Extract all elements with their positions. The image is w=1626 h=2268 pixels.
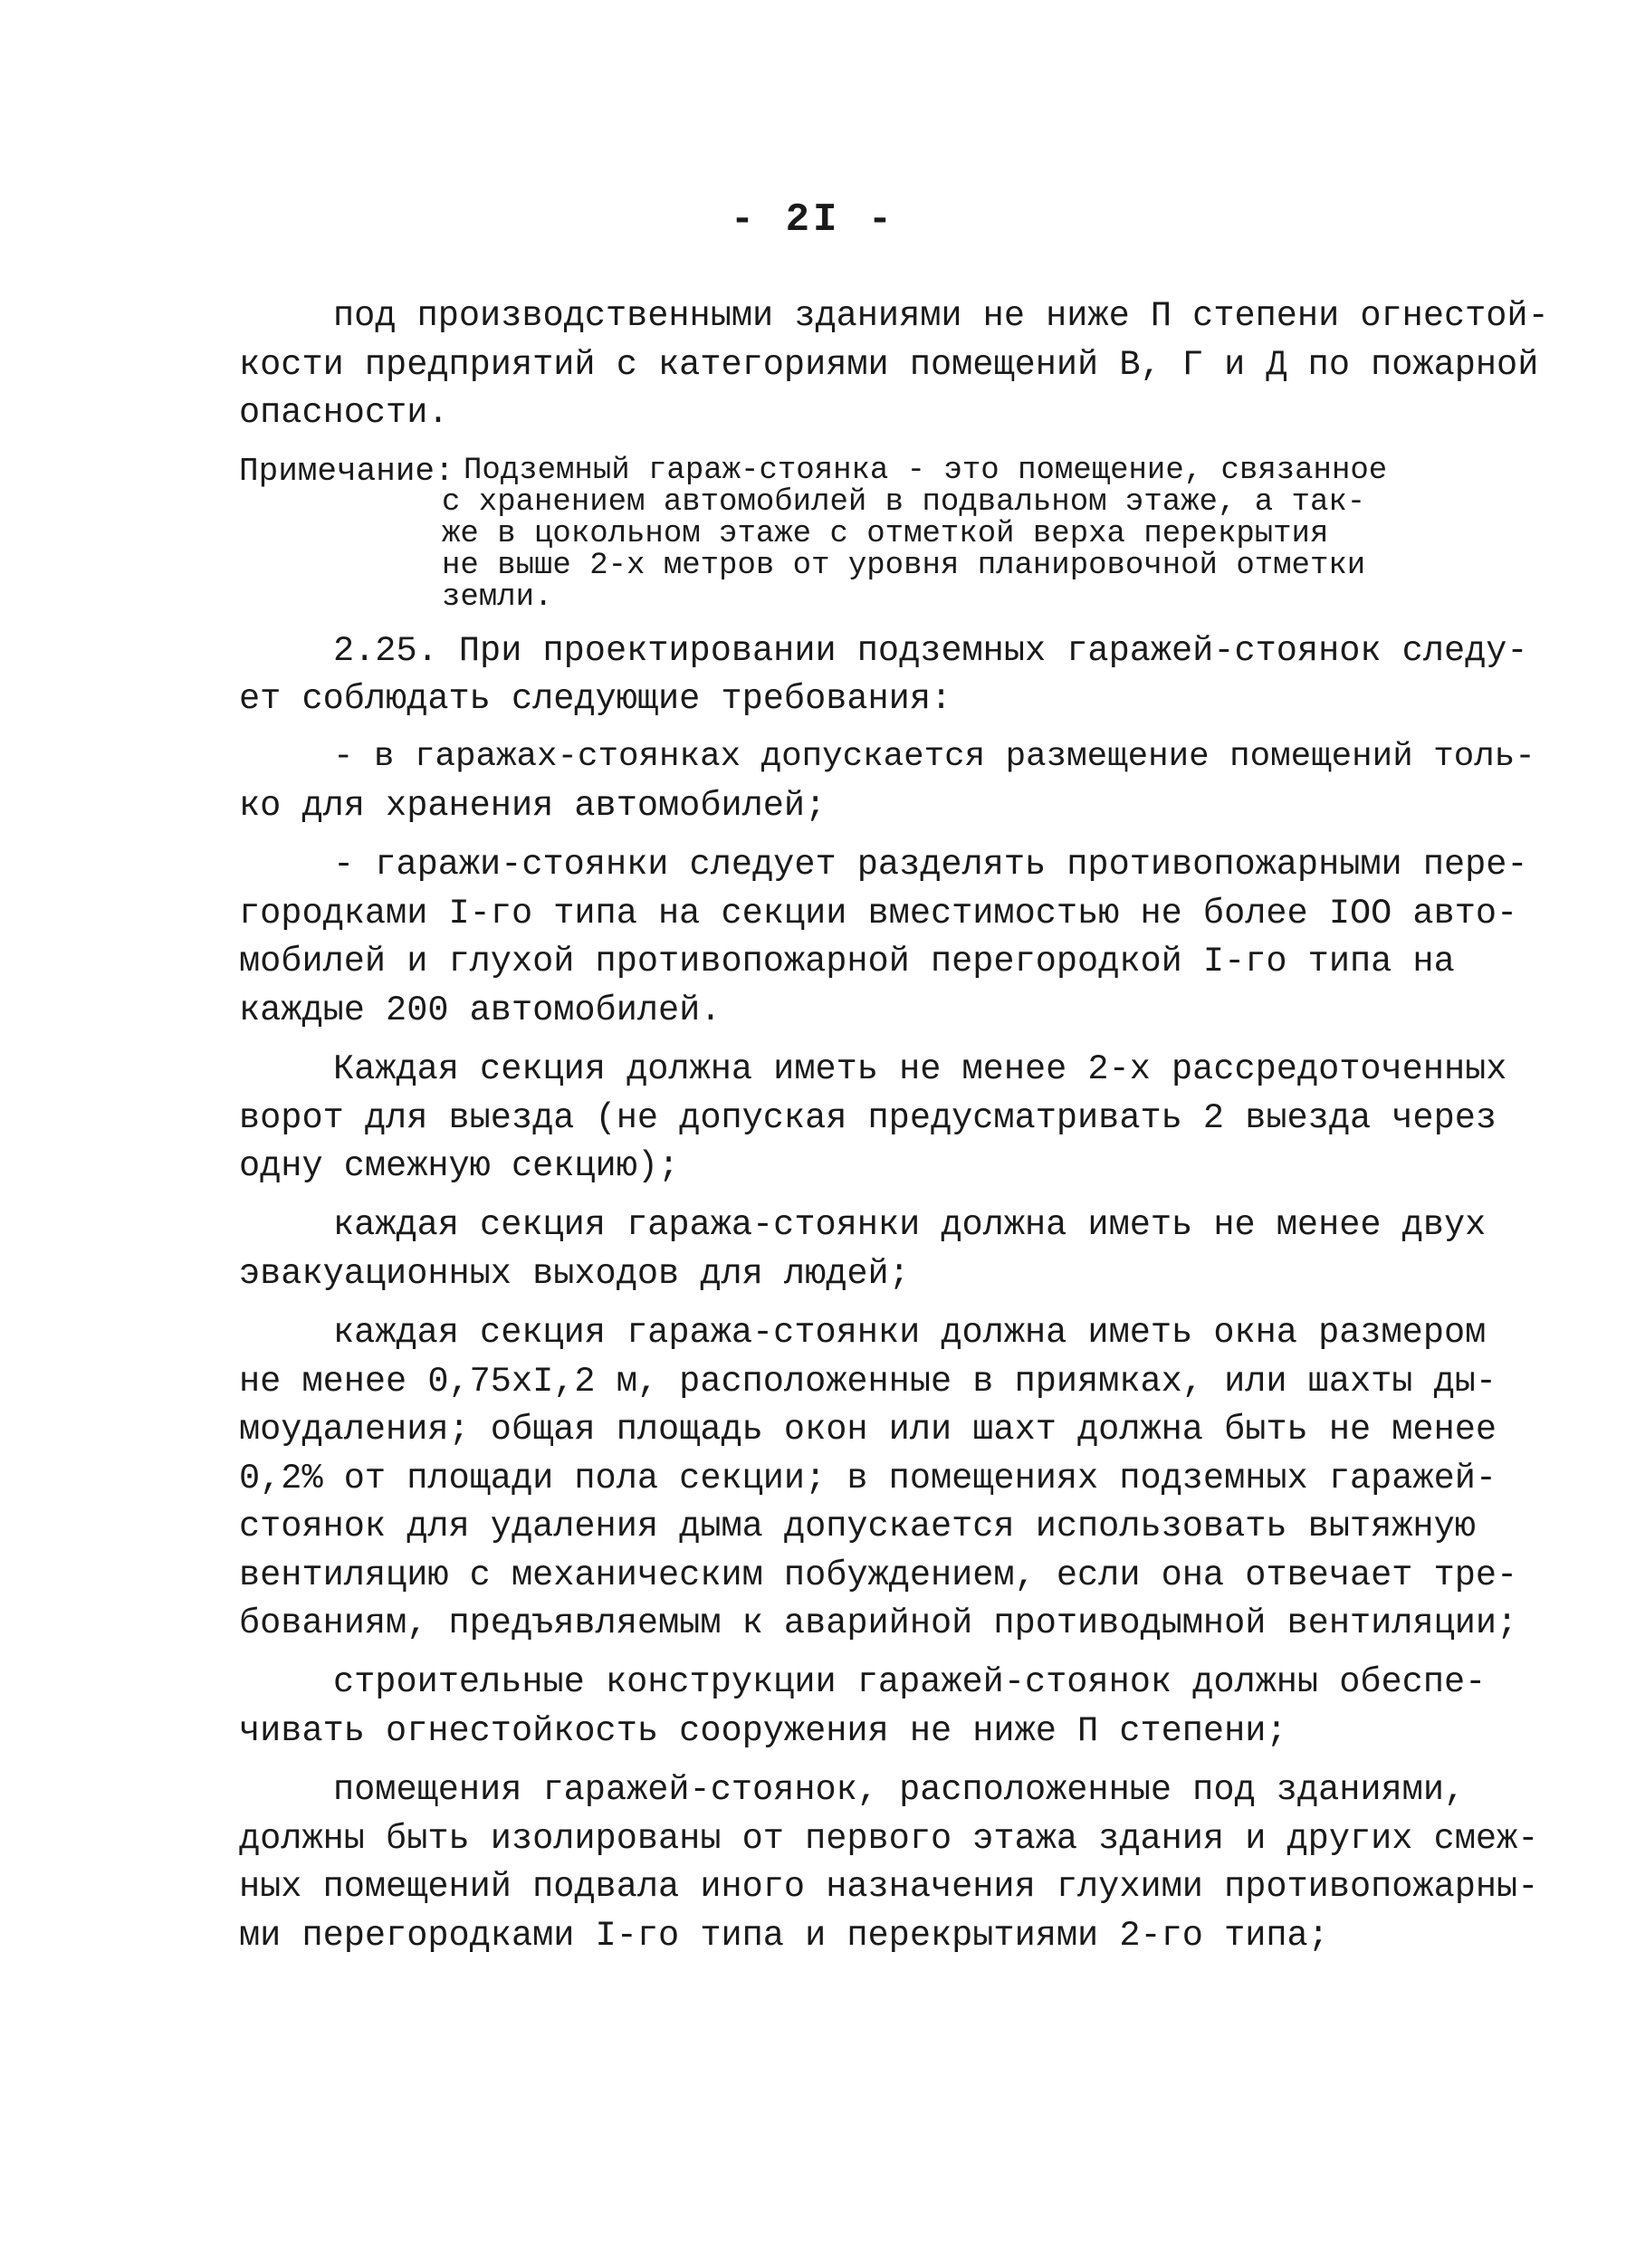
note-line: с хранением автомобилей в подвальном этаже, а так- (442, 485, 1366, 520)
text-line: не менее 0,75xI,2 м, расположенные в приямках, или шахты ды- (239, 1362, 1497, 1402)
text-line: 0,2% от площади пола секции; в помещениях подземных гаражей- (239, 1459, 1497, 1498)
note-line: земли. (442, 580, 553, 615)
text-line: Каждая секция должна иметь не менее 2-х рассредоточенных (333, 1049, 1507, 1089)
text-line: одну смежную секцию); (239, 1146, 680, 1186)
text-line: строительные конструкции гаражей-стоянок должны обеспе- (333, 1662, 1487, 1702)
text-line: чивать огнестойкость сооружения не ниже П степени; (239, 1711, 1287, 1751)
text-line: бованиям, предъявляемым к аварийной противодымной вентиляции; (239, 1603, 1518, 1643)
text-line: кости предприятий с категориями помещений В, Г и Д по пожарной (239, 345, 1539, 385)
text-line: вентиляцию с механическим побуждением, если она отвечает тре- (239, 1555, 1518, 1595)
text-line: 2.25. При проектировании подземных гаражей-стоянок следу- (333, 631, 1528, 671)
page-number: - 2I - (730, 197, 896, 243)
text-line: ко для хранения автомобилей; (239, 786, 827, 826)
text-line: - в гаражах-стоянках допускается размещение помещений толь- (333, 738, 1535, 776)
text-line: каждая секция гаража-стоянки должна иметь окна размером (333, 1313, 1487, 1353)
note-label: Примечание: (239, 453, 454, 490)
text-line: эвакуационных выходов для людей; (239, 1254, 910, 1294)
text-line: - гаражи-стоянки следует разделять противопожарными пере- (333, 845, 1528, 885)
note-line: не выше 2-х метров от уровня планировочной отметки (442, 549, 1366, 583)
text-line: помещения гаражей-стоянок, расположенные под зданиями, (333, 1770, 1466, 1810)
text-line: ворот для выезда (не допуская предусматривать 2 выезда через (239, 1098, 1497, 1138)
text-line: городками I-го типа на секции вместимостью не более IOO авто- (239, 894, 1518, 933)
text-line: каждая секция гаража-стоянки должна иметь не менее двух (333, 1205, 1487, 1245)
text-line: опасности. (239, 393, 449, 433)
text-line: ет соблюдать следующие требования: (239, 679, 952, 719)
text-line: мобилей и глухой противопожарной перегородкой I-го типа на (239, 942, 1455, 981)
text-line: должны быть изолированы от первого этажа здания и других смеж- (239, 1819, 1539, 1859)
text-line: ми перегородками I-го типа и перекрытиями 2-го типа; (239, 1916, 1329, 1956)
text-line: каждые 200 автомобилей. (239, 990, 722, 1030)
text-line: под производственными зданиями не ниже П степени огнестой- (333, 296, 1549, 336)
text-line: моудаления; общая площадь окон или шахт должна быть не менее (239, 1410, 1497, 1450)
text-line: стоянок для удаления дыма допускается использовать вытяжную (239, 1507, 1476, 1546)
note-line: Подземный гараж-стоянка - это помещение, связанное (464, 454, 1388, 488)
text-line: ных помещений подвала иного назначения глухими противопожарны- (239, 1867, 1539, 1907)
note-line: же в цокольном этаже с отметкой верха перекрытия (442, 517, 1329, 551)
